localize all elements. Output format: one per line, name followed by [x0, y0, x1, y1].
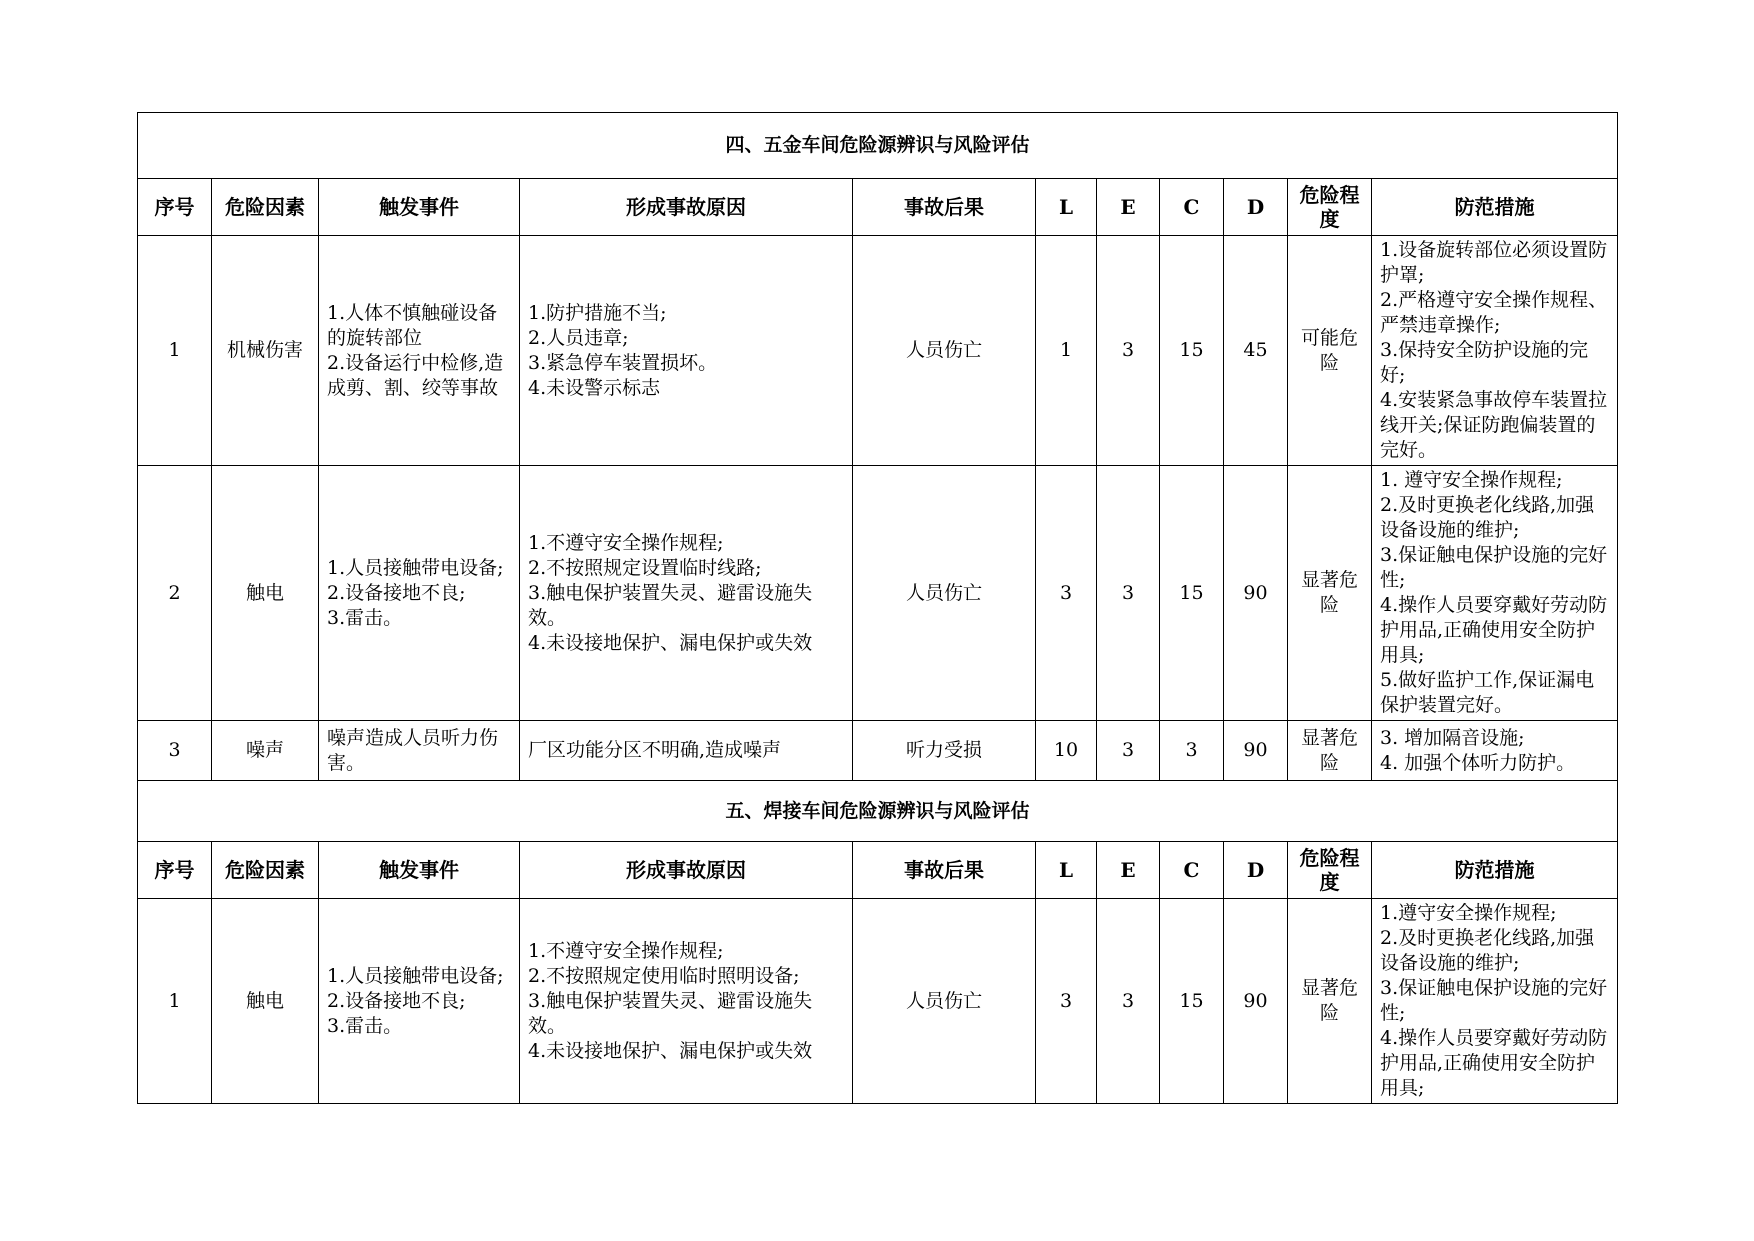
header-e: E — [1097, 842, 1160, 899]
section-title-row — [138, 781, 1618, 842]
trigger-line: 噪声造成人员听力伤害。 — [327, 726, 499, 774]
cell-cause — [520, 466, 853, 721]
measure-line: 4. 加强个体听力防护。 — [1380, 751, 1576, 774]
cause-line: 3.触电保护装置失灵、避雷设施失效。 — [528, 989, 813, 1037]
header-measures: 防范措施 — [1372, 842, 1618, 899]
measure-line: 2.及时更换老化线路,加强设备设施的维护; — [1380, 927, 1595, 974]
header-factor: 危险因素 — [212, 842, 319, 899]
cell-no: 1 — [138, 236, 212, 466]
cell-e: 3 — [1097, 466, 1160, 721]
header-row — [138, 842, 1618, 899]
measure-line: 3.保证触电保护设施的完好性; — [1380, 544, 1608, 591]
header-level: 危险程度 — [1288, 842, 1372, 899]
cause-line: 2.人员违章; — [528, 326, 629, 349]
cause-line: 2.不按照规定使用临时照明设备; — [528, 964, 800, 987]
cell-d: 45 — [1224, 236, 1288, 466]
cell-cause — [520, 899, 853, 1104]
cause-line: 厂区功能分区不明确,造成噪声 — [528, 739, 782, 761]
cell-no: 2 — [138, 466, 212, 721]
trigger-line: 1.人体不慎触碰设备的旋转部位 — [327, 301, 498, 349]
table-row — [138, 899, 1618, 1104]
section-title: 五、焊接车间危险源辨识与风险评估 — [138, 781, 1618, 842]
trigger-line: 3.雷击。 — [327, 606, 403, 629]
cell-d: 90 — [1224, 721, 1288, 781]
measure-line: 2.严格遵守安全操作规程、严禁违章操作; — [1380, 289, 1608, 336]
header-cause: 形成事故原因 — [520, 179, 853, 236]
cell-l: 1 — [1036, 236, 1097, 466]
header-no: 序号 — [138, 842, 212, 899]
cause-line: 2.不按照规定设置临时线路; — [528, 556, 762, 579]
cell-factor: 触电 — [212, 466, 319, 721]
table-row — [138, 236, 1618, 466]
measure-line: 4.操作人员要穿戴好劳动防护用品,正确使用安全防护用具; — [1380, 594, 1608, 666]
cell-trigger — [319, 721, 520, 781]
measure-line: 3. 增加隔音设施; — [1380, 726, 1525, 749]
cause-line: 4.未设警示标志 — [528, 376, 661, 399]
cell-l: 3 — [1036, 899, 1097, 1104]
cell-no: 3 — [138, 721, 212, 781]
cell-factor: 触电 — [212, 899, 319, 1104]
measure-line: 2.及时更换老化线路,加强设备设施的维护; — [1380, 494, 1595, 541]
cell-c: 15 — [1160, 466, 1224, 721]
header-trigger: 触发事件 — [319, 842, 520, 899]
table-row — [138, 466, 1618, 721]
header-factor: 危险因素 — [212, 179, 319, 236]
cause-line: 1.不遵守安全操作规程; — [528, 939, 724, 962]
cell-no: 1 — [138, 899, 212, 1104]
cell-consequence: 人员伤亡 — [853, 466, 1036, 721]
cell-l: 3 — [1036, 466, 1097, 721]
cell-consequence: 人员伤亡 — [853, 899, 1036, 1104]
header-e: E — [1097, 179, 1160, 236]
cell-level: 显著危险 — [1288, 721, 1372, 781]
measure-line: 5.做好监护工作,保证漏电保护装置完好。 — [1380, 669, 1595, 716]
trigger-line: 1.人员接触带电设备; — [327, 964, 504, 987]
header-trigger: 触发事件 — [319, 179, 520, 236]
trigger-line: 2.设备运行中检修,造成剪、割、绞等事故 — [327, 351, 504, 399]
measure-line: 3.保持安全防护设施的完好; — [1380, 339, 1589, 386]
cell-c: 15 — [1160, 899, 1224, 1104]
table-row — [138, 721, 1618, 781]
cell-c: 3 — [1160, 721, 1224, 781]
cell-factor: 噪声 — [212, 721, 319, 781]
cell-c: 15 — [1160, 236, 1224, 466]
header-consequence: 事故后果 — [853, 179, 1036, 236]
trigger-line: 3.雷击。 — [327, 1014, 403, 1037]
cause-line: 4.未设接地保护、漏电保护或失效 — [528, 1039, 813, 1062]
measure-line: 1. 遵守安全操作规程; — [1380, 469, 1563, 491]
cell-e: 3 — [1097, 236, 1160, 466]
measure-line: 1.设备旋转部位必须设置防护罩; — [1380, 239, 1608, 286]
cell-e: 3 — [1097, 899, 1160, 1104]
cell-trigger — [319, 466, 520, 721]
header-consequence: 事故后果 — [853, 842, 1036, 899]
header-l: L — [1036, 842, 1097, 899]
cell-measures — [1372, 721, 1618, 781]
cell-measures — [1372, 236, 1618, 466]
trigger-line: 2.设备接地不良; — [327, 581, 466, 604]
header-d: D — [1224, 179, 1288, 236]
cell-trigger — [319, 236, 520, 466]
trigger-line: 2.设备接地不良; — [327, 989, 466, 1012]
measure-line: 1.遵守安全操作规程; — [1380, 902, 1557, 924]
measure-line: 4.安装紧急事故停车装置拉线开关;保证防跑偏装置的完好。 — [1380, 389, 1608, 461]
cell-cause — [520, 721, 853, 781]
header-measures: 防范措施 — [1372, 179, 1618, 236]
header-cause: 形成事故原因 — [520, 842, 853, 899]
cell-measures — [1372, 466, 1618, 721]
cell-measures — [1372, 899, 1618, 1104]
cell-e: 3 — [1097, 721, 1160, 781]
cell-l: 10 — [1036, 721, 1097, 781]
header-no: 序号 — [138, 179, 212, 236]
header-c: C — [1160, 842, 1224, 899]
cell-cause — [520, 236, 853, 466]
header-c: C — [1160, 179, 1224, 236]
cell-factor: 机械伤害 — [212, 236, 319, 466]
cause-line: 1.不遵守安全操作规程; — [528, 531, 724, 554]
cause-line: 3.紧急停车装置损坏。 — [528, 351, 718, 374]
section-title-row — [138, 113, 1618, 179]
measure-line: 4.操作人员要穿戴好劳动防护用品,正确使用安全防护用具; — [1380, 1027, 1608, 1099]
header-row — [138, 179, 1618, 236]
cell-level: 可能危险 — [1288, 236, 1372, 466]
cell-consequence: 人员伤亡 — [853, 236, 1036, 466]
cause-line: 3.触电保护装置失灵、避雷设施失效。 — [528, 581, 813, 629]
measure-line: 3.保证触电保护设施的完好性; — [1380, 977, 1608, 1024]
header-level: 危险程度 — [1288, 179, 1372, 236]
risk-assessment-table — [137, 112, 1618, 1104]
header-l: L — [1036, 179, 1097, 236]
cell-d: 90 — [1224, 899, 1288, 1104]
cause-line: 1.防护措施不当; — [528, 301, 667, 324]
cell-d: 90 — [1224, 466, 1288, 721]
trigger-line: 1.人员接触带电设备; — [327, 556, 504, 579]
cell-consequence: 听力受损 — [853, 721, 1036, 781]
cell-level: 显著危险 — [1288, 466, 1372, 721]
section-title: 四、五金车间危险源辨识与风险评估 — [138, 113, 1618, 179]
header-d: D — [1224, 842, 1288, 899]
cause-line: 4.未设接地保护、漏电保护或失效 — [528, 631, 813, 654]
cell-level: 显著危险 — [1288, 899, 1372, 1104]
cell-trigger — [319, 899, 520, 1104]
